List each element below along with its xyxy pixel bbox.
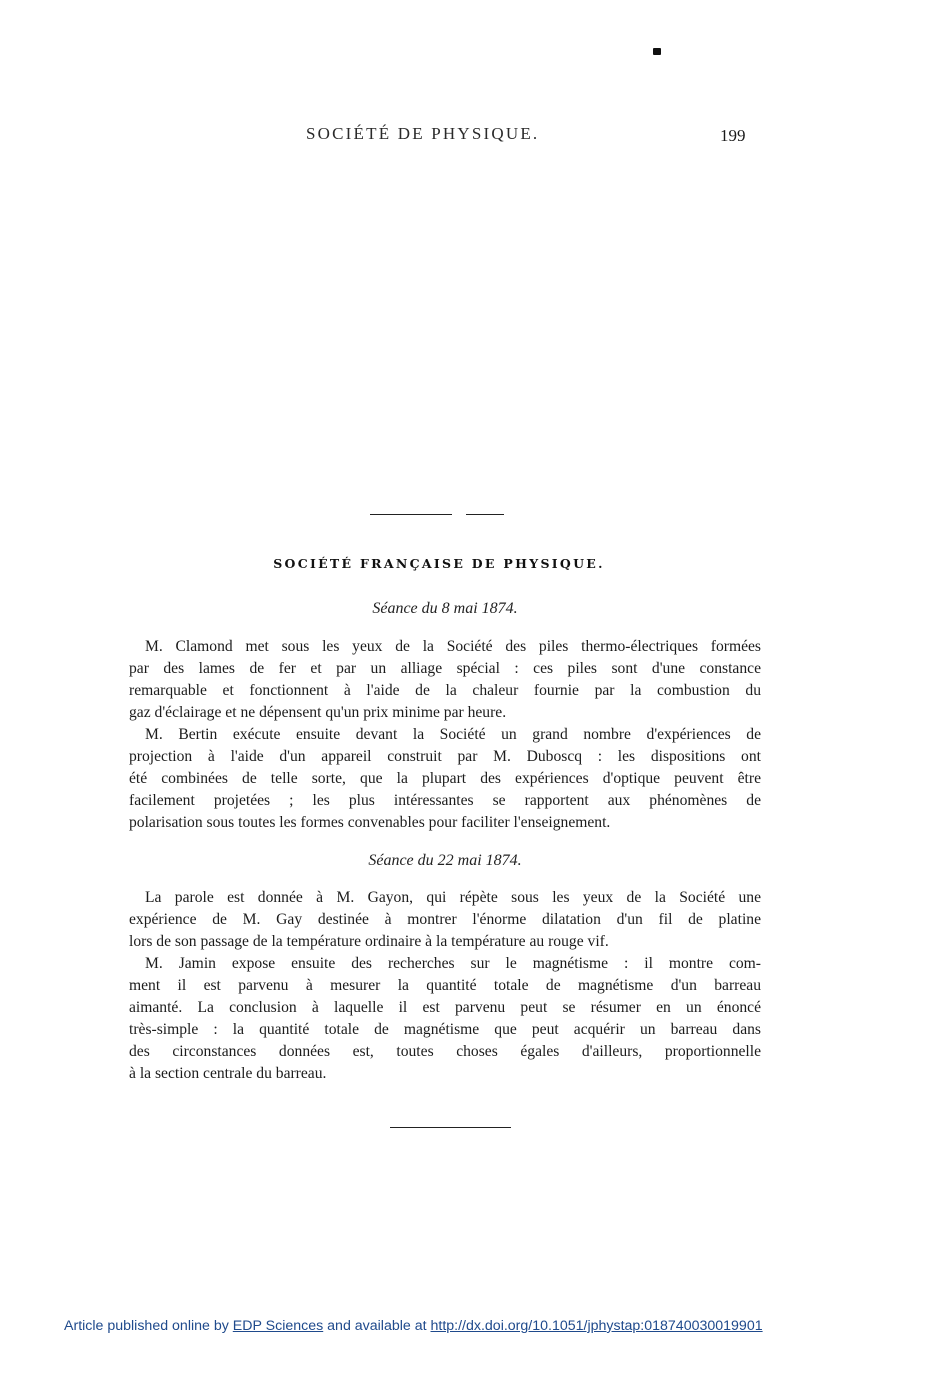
publication-footer xyxy=(64,1318,763,1334)
text-line: polarisation sous toutes les formes convenables pour faciliter l'enseignement. xyxy=(129,814,611,831)
text-line: M. Bertin exécute ensuite devant la Société un grand nombre d'expériences de xyxy=(145,726,761,743)
print-speck xyxy=(653,48,661,55)
text-line: été combinées de telle sorte, que la plupart des expériences d'optique peuvent être xyxy=(129,770,761,787)
text-line: remarquable et fonctionnent à l'aide de la chaleur fournie par la combustion du xyxy=(129,682,761,699)
footer-prefix: Article published online by xyxy=(64,1318,233,1334)
paragraph-gayon xyxy=(129,887,761,953)
text-line: La parole est donnée à M. Gayon, qui répète sous les yeux de la Société une xyxy=(145,889,761,906)
paragraph-jamin xyxy=(129,953,761,1085)
session-heading-2: Séance du 22 mai 1874. xyxy=(368,852,522,869)
footer-middle: and available at xyxy=(323,1318,431,1334)
text-line: M. Clamond met sous les yeux de la Société des piles thermo-électriques formées xyxy=(145,638,761,655)
text-line: aimanté. La conclusion à laquelle il est parvenu peut se résumer en un énoncé xyxy=(129,999,761,1016)
paragraph-bertin xyxy=(129,724,761,834)
text-line: expérience de M. Gay destinée à montrer l'énorme dilatation d'un fil de platine xyxy=(129,911,761,928)
text-line: projection à l'aide d'un appareil construit par M. Duboscq : les dispositions ont xyxy=(129,748,761,765)
text-line: facilement projetées ; les plus intéressantes se rapportent aux phénomènes de xyxy=(129,792,761,809)
page-number: 199 xyxy=(720,126,746,145)
text-line: par des lames de fer et par un alliage spécial : ces piles sont d'une constance xyxy=(129,660,761,677)
text-line: très-simple : la quantité totale de magnétisme que peut acquérir un barreau dans xyxy=(129,1021,761,1038)
session-heading-1: Séance du 8 mai 1874. xyxy=(372,600,518,617)
text-line: à la section centrale du barreau. xyxy=(129,1065,327,1082)
text-line: des circonstances données est, toutes choses égales d'ailleurs, proportionnelle xyxy=(129,1043,761,1060)
section-divider-left xyxy=(370,514,452,515)
doi-link[interactable]: http://dx.doi.org/10.1051/jphystap:018740030019901 xyxy=(430,1318,763,1334)
section-divider-right xyxy=(466,514,504,515)
text-line: lors de son passage de la température ordinaire à la température au rouge vif. xyxy=(129,933,609,950)
end-divider xyxy=(390,1127,511,1128)
section-title: SOCIÉTÉ FRANÇAISE DE PHYSIQUE. xyxy=(273,556,605,571)
text-line: ment il est parvenu à mesurer la quantité totale de magnétisme d'un barreau xyxy=(129,977,761,994)
text-line: gaz d'éclairage et ne dépensent qu'un prix minime par heure. xyxy=(129,704,507,721)
text-line: M. Jamin expose ensuite des recherches sur le magnétisme : il montre com- xyxy=(145,955,761,972)
paragraph-clamond xyxy=(129,636,761,724)
running-title: SOCIÉTÉ DE PHYSIQUE. xyxy=(306,124,540,143)
publisher-link[interactable]: EDP Sciences xyxy=(232,1318,324,1334)
